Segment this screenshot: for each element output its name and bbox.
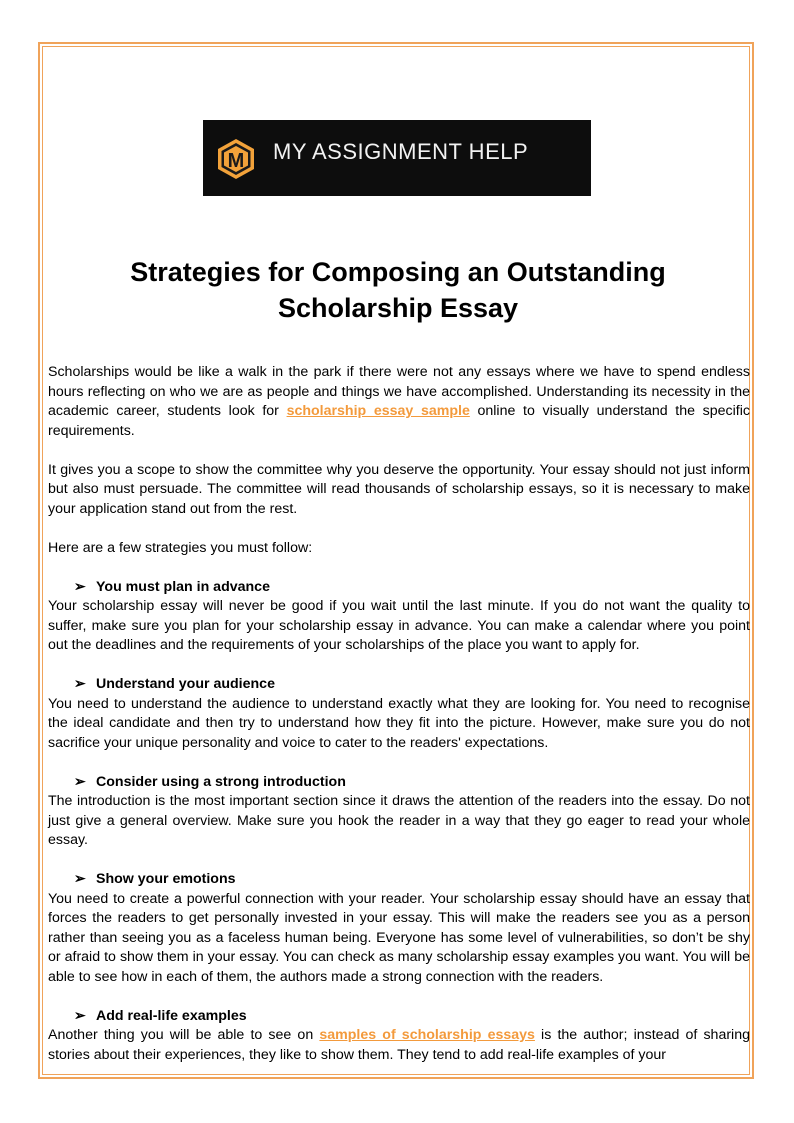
arrow-bullet-icon: ➢	[74, 676, 86, 692]
article-body	[48, 363, 750, 1065]
section-introduction	[48, 773, 750, 851]
logo-banner	[203, 120, 591, 196]
section-heading: ➢ You must plan in advance	[48, 578, 750, 598]
section-heading: ➢ Show your emotions	[48, 870, 750, 890]
section-heading: ➢ Add real-life examples	[48, 1007, 750, 1027]
title-line-2: Scholarship Essay	[277, 293, 519, 323]
section-body: Another thing you will be able to see on samples of scholarship essays is the author; instead of sharing stories about their experiences, they like to show them. They tend to add real-life examples of your	[48, 1027, 750, 1063]
samples-of-scholarship-essays-link[interactable]: samples of scholarship essays	[319, 1027, 535, 1043]
logo-mark: M	[227, 150, 245, 172]
section-body: You need to understand the audience to understand exactly what they are looking for. You need to recognise the ideal candidate and then try to understand how they fit into the picture. However, make sure you do not sacrifice your unique personality and voice to cater to the readers' expectations.	[48, 695, 750, 751]
section-emotions	[48, 870, 750, 987]
intro-paragraph-2: It gives you a scope to show the committee why you deserve the opportunity. Your essay should not just inform but also must persuade. The committee will read thousands of scholarship essays, so it is necessary to make your application stand out from the rest.	[48, 461, 750, 517]
section-heading: ➢ Understand your audience	[48, 675, 750, 695]
section-body: You need to create a powerful connection with your reader. Your scholarship essay should have an essay that forces the readers to get personally invested in your essay. This will make the readers see you as a person rather than seeing you as a faceless human being. Everyone has some level of vulnerabilities, so don’t be shy or afraid to show them in your essay. You can check as many scholarship essay examples you want. You will be able to see how in each of them, the authors made a strong connection with the readers.	[48, 890, 750, 985]
logo-hexagon-icon	[215, 138, 257, 180]
arrow-bullet-icon: ➢	[74, 773, 86, 790]
title-line-1: Strategies for Composing an Outstanding	[130, 257, 666, 287]
arrow-bullet-icon: ➢	[74, 1007, 86, 1024]
page-title	[48, 254, 748, 326]
section-heading: ➢ Consider using a strong introduction	[48, 773, 750, 793]
intro-paragraph-3: Here are a few strategies you must follow:	[48, 539, 313, 556]
logo-text: MY ASSIGNMENT HELP	[273, 139, 529, 164]
section-examples	[48, 1007, 750, 1066]
intro-paragraph-1: Scholarships would be like a walk in the park if there were not any essays where we have to spend endless hours reflecting on who we are as people and things we have accomplished. Understanding its necessity in the academic career, students look for scholarship essay sample online to visually understand the specific requirements.	[48, 364, 750, 439]
scholarship-essay-sample-link[interactable]: scholarship essay sample	[286, 403, 470, 419]
arrow-bullet-icon: ➢	[74, 578, 86, 595]
section-audience	[48, 675, 750, 753]
section-body: Your scholarship essay will never be good if you wait until the last minute. If you do not want the quality to suffer, make sure you plan for your scholarship essay in advance. You can make a calendar where you point out the deadlines and the requirements of your scholarships of the place you want to apply for.	[48, 598, 750, 653]
section-body: The introduction is the most important section since it draws the attention of the readers into the essay. Do not just give a general overview. Make sure you hook the reader in a way that they go eager to read your whole essay.	[48, 793, 750, 848]
section-plan	[48, 578, 750, 656]
arrow-bullet-icon: ➢	[74, 871, 86, 887]
